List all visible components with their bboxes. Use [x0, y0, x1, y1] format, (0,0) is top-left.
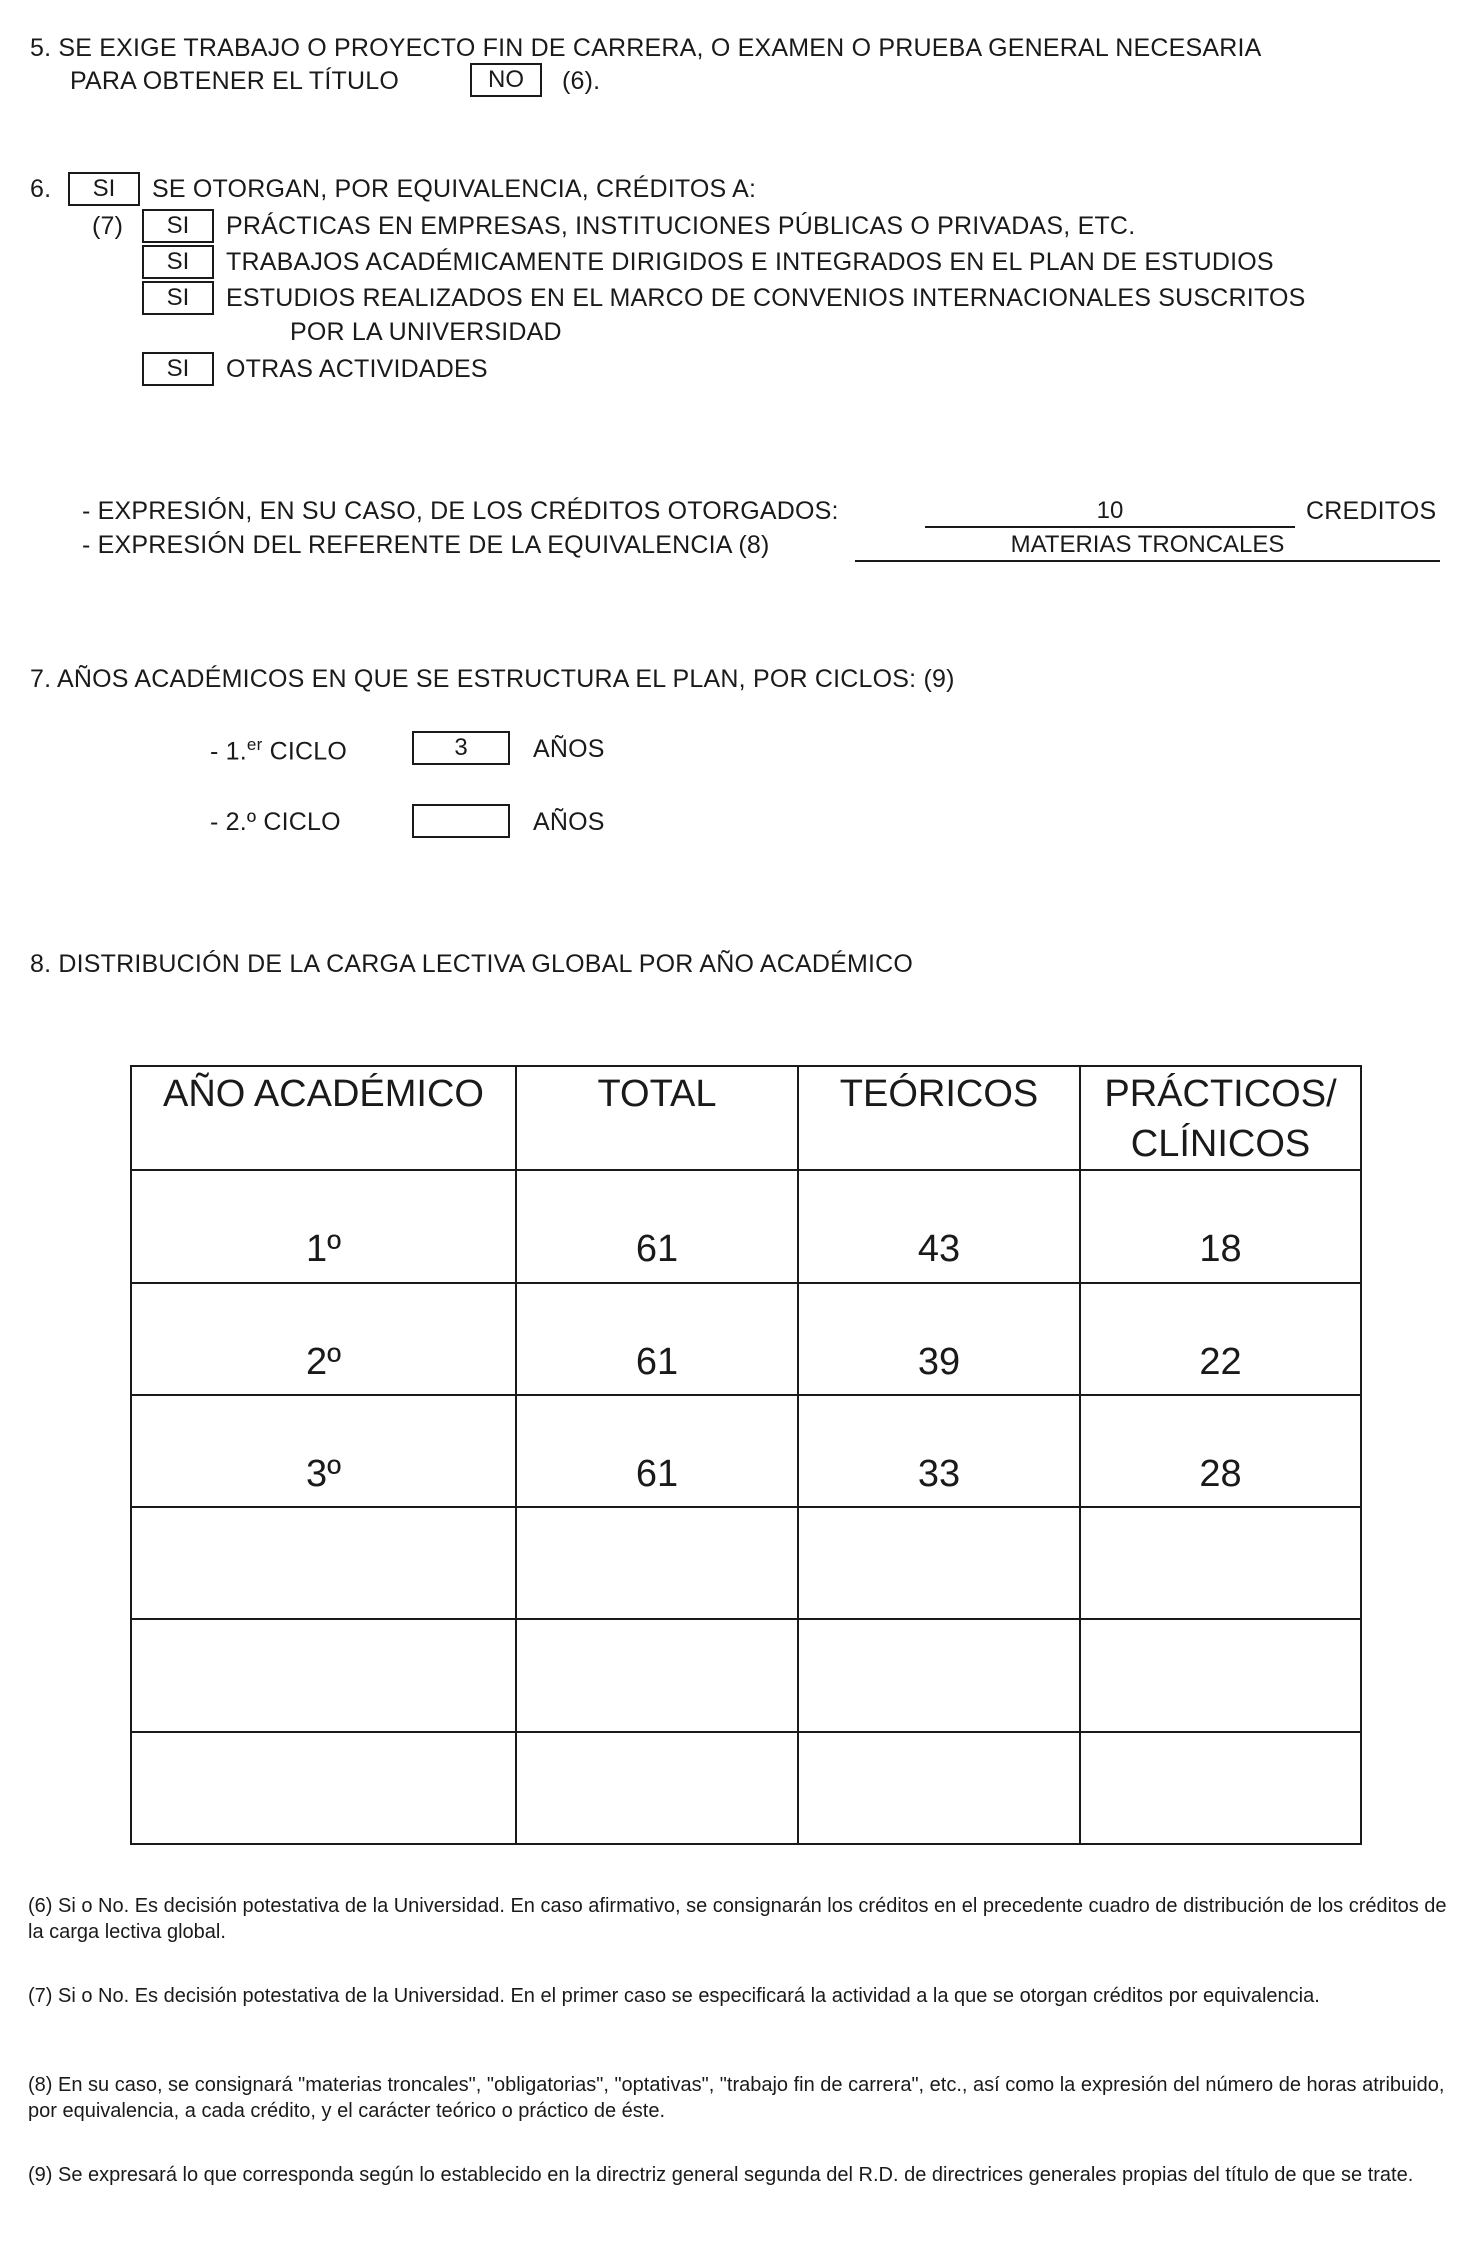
cell-theoretical: 43	[798, 1170, 1080, 1282]
cycle2-unit: AÑOS	[533, 808, 605, 836]
section7-heading: 7. AÑOS ACADÉMICOS EN QUE SE ESTRUCTURA EL PLAN, POR CICLOS: (9)	[30, 665, 955, 693]
equivalence-credits-box[interactable]: SI	[68, 172, 140, 206]
table-row-empty	[131, 1507, 1361, 1619]
cell-practical: 22	[1080, 1283, 1361, 1395]
cell-theoretical: 33	[798, 1395, 1080, 1507]
cell-theoretical: 39	[798, 1283, 1080, 1395]
cycle1-unit: AÑOS	[533, 735, 605, 763]
credits-line	[925, 526, 1295, 528]
distribution-table	[130, 1065, 1362, 1845]
cell-total	[516, 1619, 798, 1731]
estudios-label: ESTUDIOS REALIZADOS EN EL MARCO DE CONVENIOS INTERNACIONALES SUSCRITOS	[226, 284, 1306, 312]
table-header-row	[131, 1066, 1361, 1170]
footnote-9: (9) Se expresará lo que corresponda según lo establecido en la directriz general segunda del R.D. de directrices generales propias del título de que se trate.	[28, 2164, 1414, 2186]
table-row	[131, 1395, 1361, 1507]
section5-line2: PARA OBTENER EL TÍTULO	[70, 67, 400, 95]
cell-total: 61	[516, 1170, 798, 1282]
footnote-6: (6) Si o No. Es decisión potestativa de la Universidad. En caso afirmativo, se consignarán los créditos en el precedente cuadro de distribución de los créditos de la carga lectiva global.	[28, 1895, 1447, 1943]
estudios-label-cont: POR LA UNIVERSIDAD	[290, 318, 562, 346]
cell-total: 61	[516, 1283, 798, 1395]
footnote-8: (8) En su caso, se consignará "materias troncales", "obligatorias", "optativas", "trabajo fin de carrera", etc., así como la expresión del número de horas atribuido, por equivalencia, a cada crédito, y el carácter teórico o práctico de éste.	[28, 2074, 1445, 2122]
cell-practical: 18	[1080, 1170, 1361, 1282]
cycle2-label: - 2.º CICLO	[210, 808, 341, 836]
header-total: TOTAL	[516, 1066, 798, 1170]
cell-year: 2º	[131, 1283, 516, 1395]
cell-total	[516, 1732, 798, 1844]
cell-practical	[1080, 1732, 1361, 1844]
section6-ref: (7)	[92, 212, 124, 240]
section8-heading: 8. DISTRIBUCIÓN DE LA CARGA LECTIVA GLOBAL POR AÑO ACADÉMICO	[30, 950, 914, 978]
cycle1-label: - 1.$^{er}$ CICLO	[210, 735, 348, 766]
table-row-empty	[131, 1732, 1361, 1844]
section5-ref: (6).	[562, 67, 601, 95]
referent-value[interactable]: MATERIAS TRONCALES	[1010, 531, 1285, 558]
cell-theoretical	[798, 1732, 1080, 1844]
cycle2-years-box[interactable]	[412, 804, 510, 838]
credits-value[interactable]: 10	[1096, 497, 1124, 524]
table-row-empty	[131, 1619, 1361, 1731]
section6-heading: SE OTORGAN, POR EQUIVALENCIA, CRÉDITOS A:	[152, 175, 757, 203]
header-practical: PRÁCTICOS/ CLÍNICOS	[1080, 1066, 1361, 1170]
section5-line1: 5. SE EXIGE TRABAJO O PROYECTO FIN DE CARRERA, O EXAMEN O PRUEBA GENERAL NECESARIA	[30, 34, 1262, 62]
cell-total	[516, 1507, 798, 1619]
table-row	[131, 1170, 1361, 1282]
trabajos-box[interactable]: SI	[142, 245, 214, 279]
cell-year: 1º	[131, 1170, 516, 1282]
credits-label: - EXPRESIÓN, EN SU CASO, DE LOS CRÉDITOS OTORGADOS:	[82, 497, 839, 525]
cell-year: 3º	[131, 1395, 516, 1507]
practicas-box[interactable]: SI	[142, 209, 214, 243]
referent-label: - EXPRESIÓN DEL REFERENTE DE LA EQUIVALENCIA (8)	[82, 531, 770, 559]
referent-line	[855, 560, 1440, 562]
cycle1-years-box[interactable]: 3	[412, 731, 510, 765]
header-year: AÑO ACADÉMICO	[131, 1066, 516, 1170]
credits-unit: CREDITOS	[1306, 497, 1437, 525]
cell-year	[131, 1619, 516, 1731]
footnote-7: (7) Si o No. Es decisión potestativa de la Universidad. En el primer caso se especificará la actividad a la que se otorgan créditos por equivalencia.	[28, 1985, 1320, 2007]
cell-theoretical	[798, 1507, 1080, 1619]
cell-year	[131, 1732, 516, 1844]
cell-theoretical	[798, 1619, 1080, 1731]
final-project-required-box[interactable]: NO	[470, 63, 542, 97]
table-row	[131, 1283, 1361, 1395]
cell-total: 61	[516, 1395, 798, 1507]
section6-number: 6.	[30, 175, 52, 203]
header-theoretical: TEÓRICOS	[798, 1066, 1080, 1170]
otras-box[interactable]: SI	[142, 352, 214, 386]
trabajos-label: TRABAJOS ACADÉMICAMENTE DIRIGIDOS E INTEGRADOS EN EL PLAN DE ESTUDIOS	[226, 248, 1274, 276]
cell-year	[131, 1507, 516, 1619]
practicas-label: PRÁCTICAS EN EMPRESAS, INSTITUCIONES PÚBLICAS O PRIVADAS, ETC.	[226, 212, 1136, 240]
cell-practical: 28	[1080, 1395, 1361, 1507]
cell-practical	[1080, 1619, 1361, 1731]
estudios-box[interactable]: SI	[142, 281, 214, 315]
cell-practical	[1080, 1507, 1361, 1619]
otras-label: OTRAS ACTIVIDADES	[226, 355, 488, 383]
